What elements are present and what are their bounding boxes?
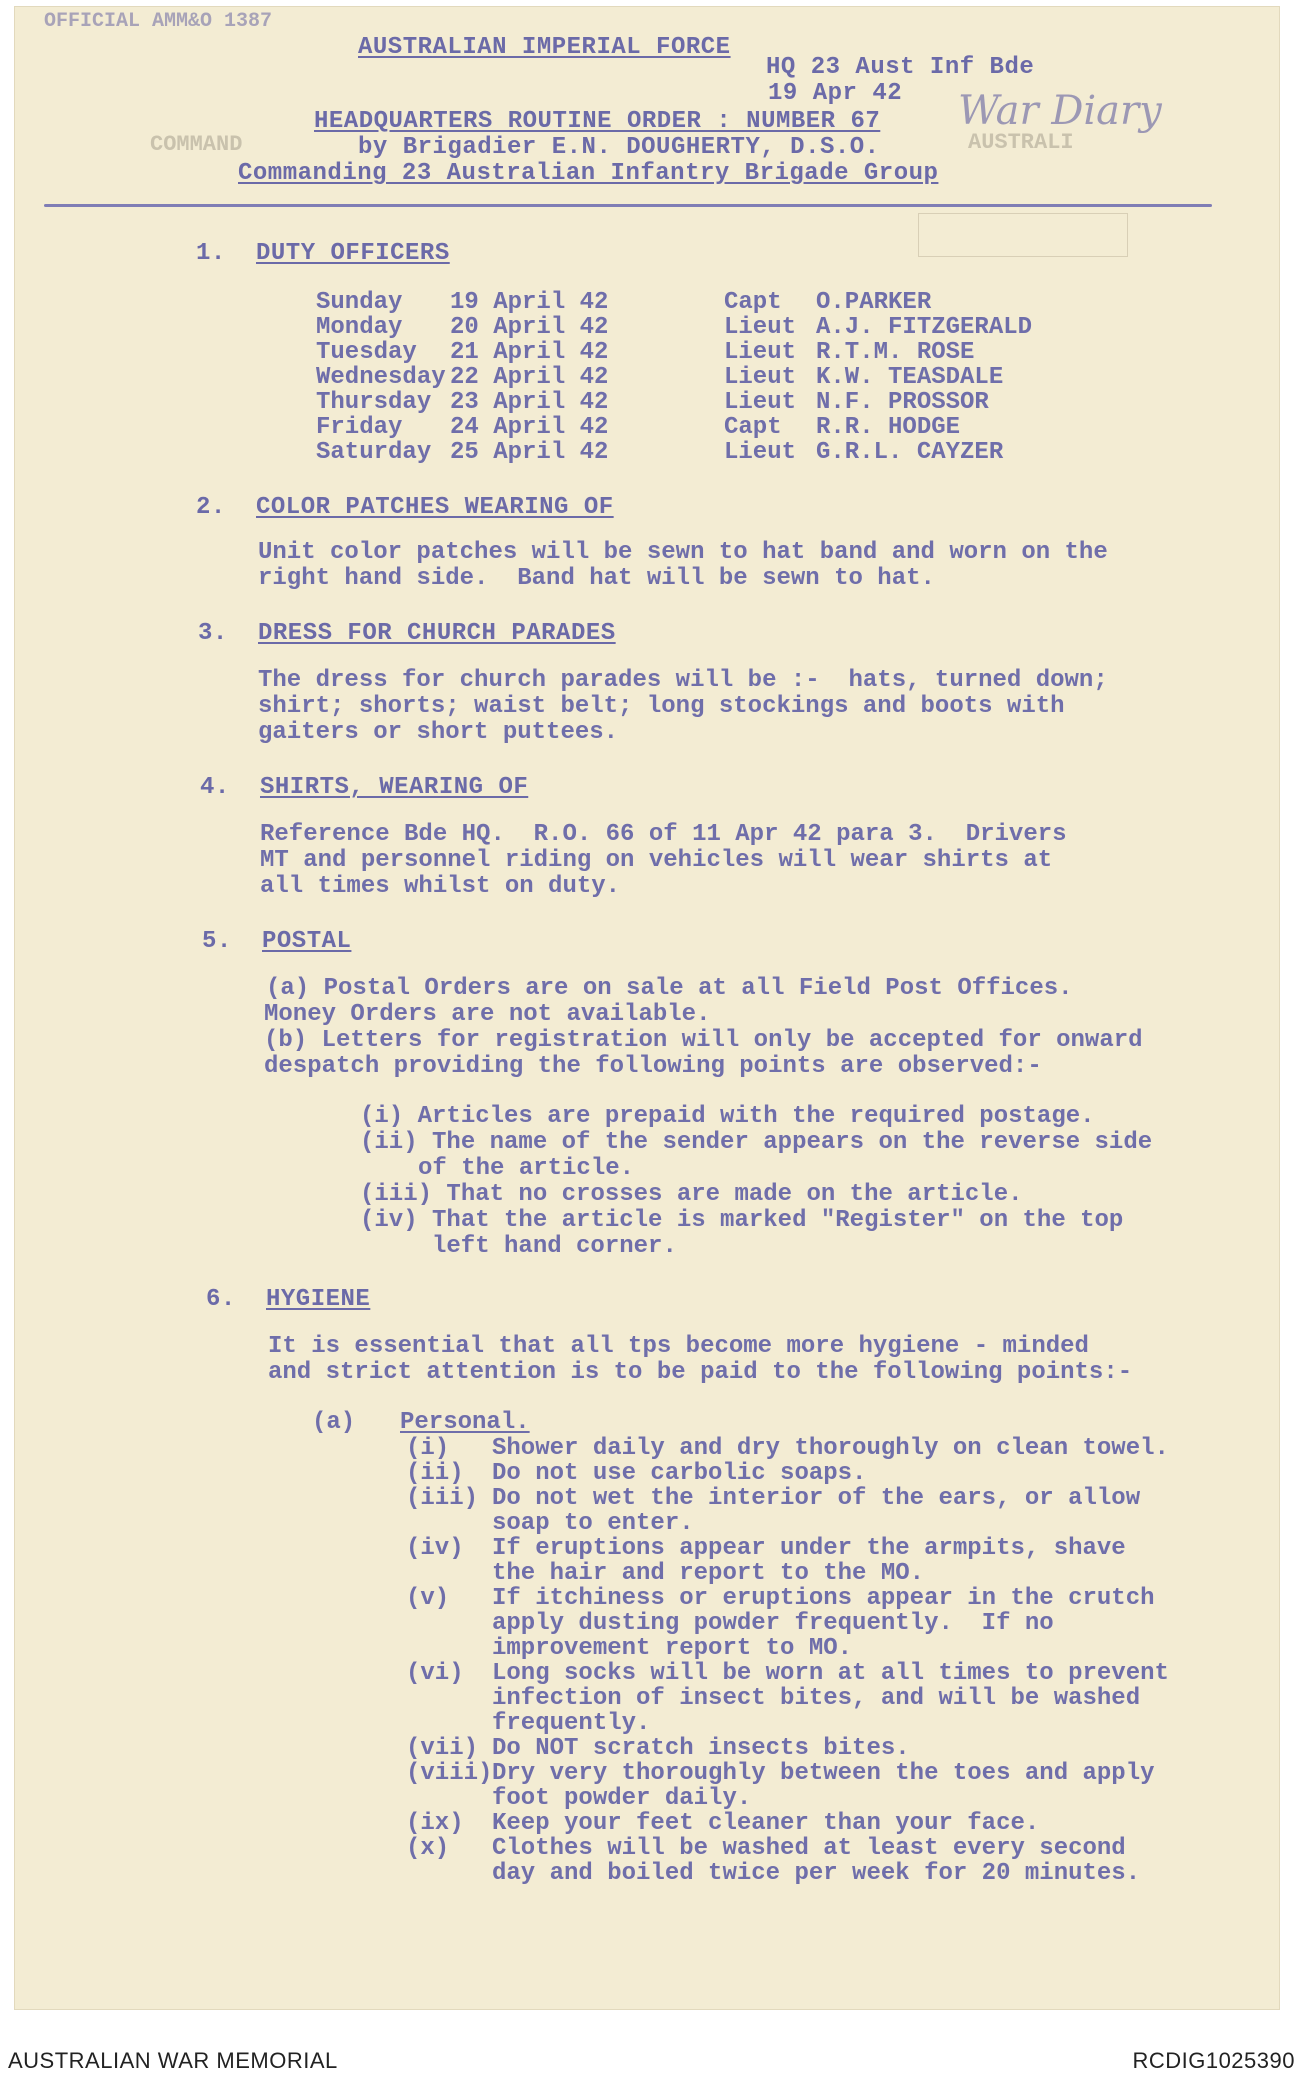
duty-date: 22 April 42 bbox=[450, 364, 609, 391]
header-divider bbox=[44, 204, 1212, 207]
hygiene-item-text: infection of insect bites, and will be washed bbox=[492, 1685, 1141, 1712]
section-5-line-2: Money Orders are not available. bbox=[264, 1001, 711, 1028]
hygiene-item-number: (viii) bbox=[406, 1760, 493, 1787]
section-5-line-1: (a) Postal Orders are on sale at all Field Post Offices. bbox=[266, 975, 1073, 1002]
hygiene-item-number: (ix) bbox=[406, 1810, 464, 1837]
section-2-line-2: right hand side. Band hat will be sewn to hat. bbox=[258, 565, 935, 592]
section-2-title: COLOR PATCHES WEARING OF bbox=[256, 494, 614, 521]
hygiene-item-text: the hair and report to the MO. bbox=[492, 1560, 925, 1587]
hygiene-item-text: Dry very thoroughly between the toes and apply bbox=[492, 1760, 1155, 1787]
duty-officer-name: K.W. TEASDALE bbox=[816, 364, 1004, 391]
section-3-line-1: The dress for church parades will be :- hats, turned down; bbox=[258, 667, 1108, 694]
section-5-number: 5. bbox=[202, 928, 232, 955]
footer-id: RCDIG1025390 bbox=[1132, 2048, 1295, 2073]
hygiene-item-number: (iii) bbox=[406, 1485, 479, 1512]
section-4-title: SHIRTS, WEARING OF bbox=[260, 774, 529, 801]
by-line: by Brigadier E.N. DOUGHERTY, D.S.O. bbox=[358, 134, 880, 161]
section-2-number: 2. bbox=[196, 494, 226, 521]
duty-officer-name: G.R.L. CAYZER bbox=[816, 439, 1004, 466]
duty-officer-name: A.J. FITZGERALD bbox=[816, 314, 1033, 341]
duty-day: Thursday bbox=[316, 389, 432, 416]
section-4-line-2: MT and personnel riding on vehicles will wear shirts at bbox=[260, 847, 1053, 874]
faint-command: COMMAND bbox=[150, 132, 243, 157]
stamp-top: OFFICIAL AMM&O 1387 bbox=[44, 10, 273, 33]
postal-item-ii: (ii) The name of the sender appears on the reverse side bbox=[360, 1129, 1153, 1156]
duty-officer-name: O.PARKER bbox=[816, 289, 932, 316]
order-title: HEADQUARTERS ROUTINE ORDER : NUMBER 67 bbox=[314, 108, 881, 135]
section-3-title: DRESS FOR CHURCH PARADES bbox=[258, 620, 616, 647]
date-line: 19 Apr 42 bbox=[768, 80, 903, 107]
section-1-number: 1. bbox=[196, 240, 226, 267]
hygiene-item-text: Do NOT scratch insects bites. bbox=[492, 1735, 910, 1762]
duty-date: 25 April 42 bbox=[450, 439, 609, 466]
duty-rank: Lieut bbox=[724, 339, 797, 366]
hygiene-item-text: frequently. bbox=[492, 1710, 651, 1737]
footer-source: AUSTRALIAN WAR MEMORIAL bbox=[8, 2048, 338, 2073]
hygiene-item-text: day and boiled twice per week for 20 minutes. bbox=[492, 1860, 1141, 1887]
duty-rank: Lieut bbox=[724, 439, 797, 466]
section-4-number: 4. bbox=[200, 774, 230, 801]
commanding-line: Commanding 23 Australian Infantry Brigade Group bbox=[238, 160, 939, 187]
hygiene-item-number: (ii) bbox=[406, 1460, 464, 1487]
hygiene-item-text: Clothes will be washed at least every second bbox=[492, 1835, 1126, 1862]
reply-stamp-box bbox=[918, 213, 1128, 257]
section-3-number: 3. bbox=[198, 620, 228, 647]
handwritten-war-diary: War Diary bbox=[958, 88, 1162, 134]
hygiene-item-text: improvement report to MO. bbox=[492, 1635, 853, 1662]
faint-australia: AUSTRALI bbox=[968, 130, 1074, 155]
duty-rank: Lieut bbox=[724, 314, 797, 341]
duty-rank: Capt bbox=[724, 414, 782, 441]
duty-rank: Lieut bbox=[724, 389, 797, 416]
hygiene-item-text: soap to enter. bbox=[492, 1510, 694, 1537]
hq-line: HQ 23 Aust Inf Bde bbox=[766, 54, 1035, 81]
hygiene-item-text: If eruptions appear under the armpits, shave bbox=[492, 1535, 1126, 1562]
hygiene-item-text: Shower daily and dry thoroughly on clean towel. bbox=[492, 1435, 1169, 1462]
duty-rank: Capt bbox=[724, 289, 782, 316]
postal-item-iii: (iii) That no crosses are made on the article. bbox=[360, 1181, 1023, 1208]
section-2-line-1: Unit color patches will be sewn to hat band and worn on the bbox=[258, 539, 1108, 566]
force-title: AUSTRALIAN IMPERIAL FORCE bbox=[358, 34, 731, 61]
duty-officer-name: N.F. PROSSOR bbox=[816, 389, 989, 416]
duty-day: Wednesday bbox=[316, 364, 446, 391]
duty-rank: Lieut bbox=[724, 364, 797, 391]
hygiene-item-text: foot powder daily. bbox=[492, 1785, 752, 1812]
hygiene-item-text: apply dusting powder frequently. If no bbox=[492, 1610, 1054, 1637]
duty-date: 23 April 42 bbox=[450, 389, 609, 416]
section-3-line-2: shirt; shorts; waist belt; long stockings and boots with bbox=[258, 693, 1065, 720]
hygiene-item-text: Keep your feet cleaner than your face. bbox=[492, 1810, 1040, 1837]
hygiene-item-text: Do not use carbolic soaps. bbox=[492, 1460, 867, 1487]
duty-day: Monday bbox=[316, 314, 403, 341]
hygiene-item-number: (iv) bbox=[406, 1535, 464, 1562]
hygiene-item-text: If itchiness or eruptions appear in the crutch bbox=[492, 1585, 1155, 1612]
duty-date: 19 April 42 bbox=[450, 289, 609, 316]
duty-day: Friday bbox=[316, 414, 403, 441]
duty-date: 20 April 42 bbox=[450, 314, 609, 341]
hygiene-item-number: (x) bbox=[406, 1835, 450, 1862]
section-5-line-4: despatch providing the following points are observed:- bbox=[264, 1053, 1042, 1080]
hygiene-a-title: Personal. bbox=[400, 1409, 530, 1436]
duty-officer-name: R.R. HODGE bbox=[816, 414, 961, 441]
hygiene-item-number: (v) bbox=[406, 1585, 450, 1612]
section-5-line-3: (b) Letters for registration will only be accepted for onward bbox=[264, 1027, 1143, 1054]
section-6-number: 6. bbox=[206, 1286, 236, 1313]
duty-officer-name: R.T.M. ROSE bbox=[816, 339, 975, 366]
section-6-line-1: It is essential that all tps become more hygiene - minded bbox=[268, 1333, 1089, 1360]
hygiene-item-number: (i) bbox=[406, 1435, 450, 1462]
duty-day: Sunday bbox=[316, 289, 403, 316]
postal-item-ii-cont: of the article. bbox=[418, 1155, 635, 1182]
duty-date: 24 April 42 bbox=[450, 414, 609, 441]
section-4-line-1: Reference Bde HQ. R.O. 66 of 11 Apr 42 para 3. Drivers bbox=[260, 821, 1067, 848]
hygiene-item-number: (vi) bbox=[406, 1660, 464, 1687]
hygiene-a-label: (a) bbox=[312, 1409, 356, 1436]
postal-item-iv-cont: left hand corner. bbox=[432, 1233, 677, 1260]
duty-day: Tuesday bbox=[316, 339, 417, 366]
duty-date: 21 April 42 bbox=[450, 339, 609, 366]
postal-item-i: (i) Articles are prepaid with the required postage. bbox=[360, 1103, 1095, 1130]
section-6-line-2: and strict attention is to be paid to the following points:- bbox=[268, 1359, 1133, 1386]
hygiene-item-text: Long socks will be worn at all times to prevent bbox=[492, 1660, 1169, 1687]
section-1-title: DUTY OFFICERS bbox=[256, 240, 450, 267]
hygiene-item-number: (vii) bbox=[406, 1735, 479, 1762]
duty-day: Saturday bbox=[316, 439, 432, 466]
section-4-line-3: all times whilst on duty. bbox=[260, 873, 621, 900]
section-5-title: POSTAL bbox=[262, 928, 352, 955]
section-6-title: HYGIENE bbox=[266, 1286, 371, 1313]
postal-item-iv: (iv) That the article is marked "Register" on the top bbox=[360, 1207, 1124, 1234]
section-3-line-3: gaiters or short puttees. bbox=[258, 719, 619, 746]
hygiene-item-text: Do not wet the interior of the ears, or allow bbox=[492, 1485, 1141, 1512]
